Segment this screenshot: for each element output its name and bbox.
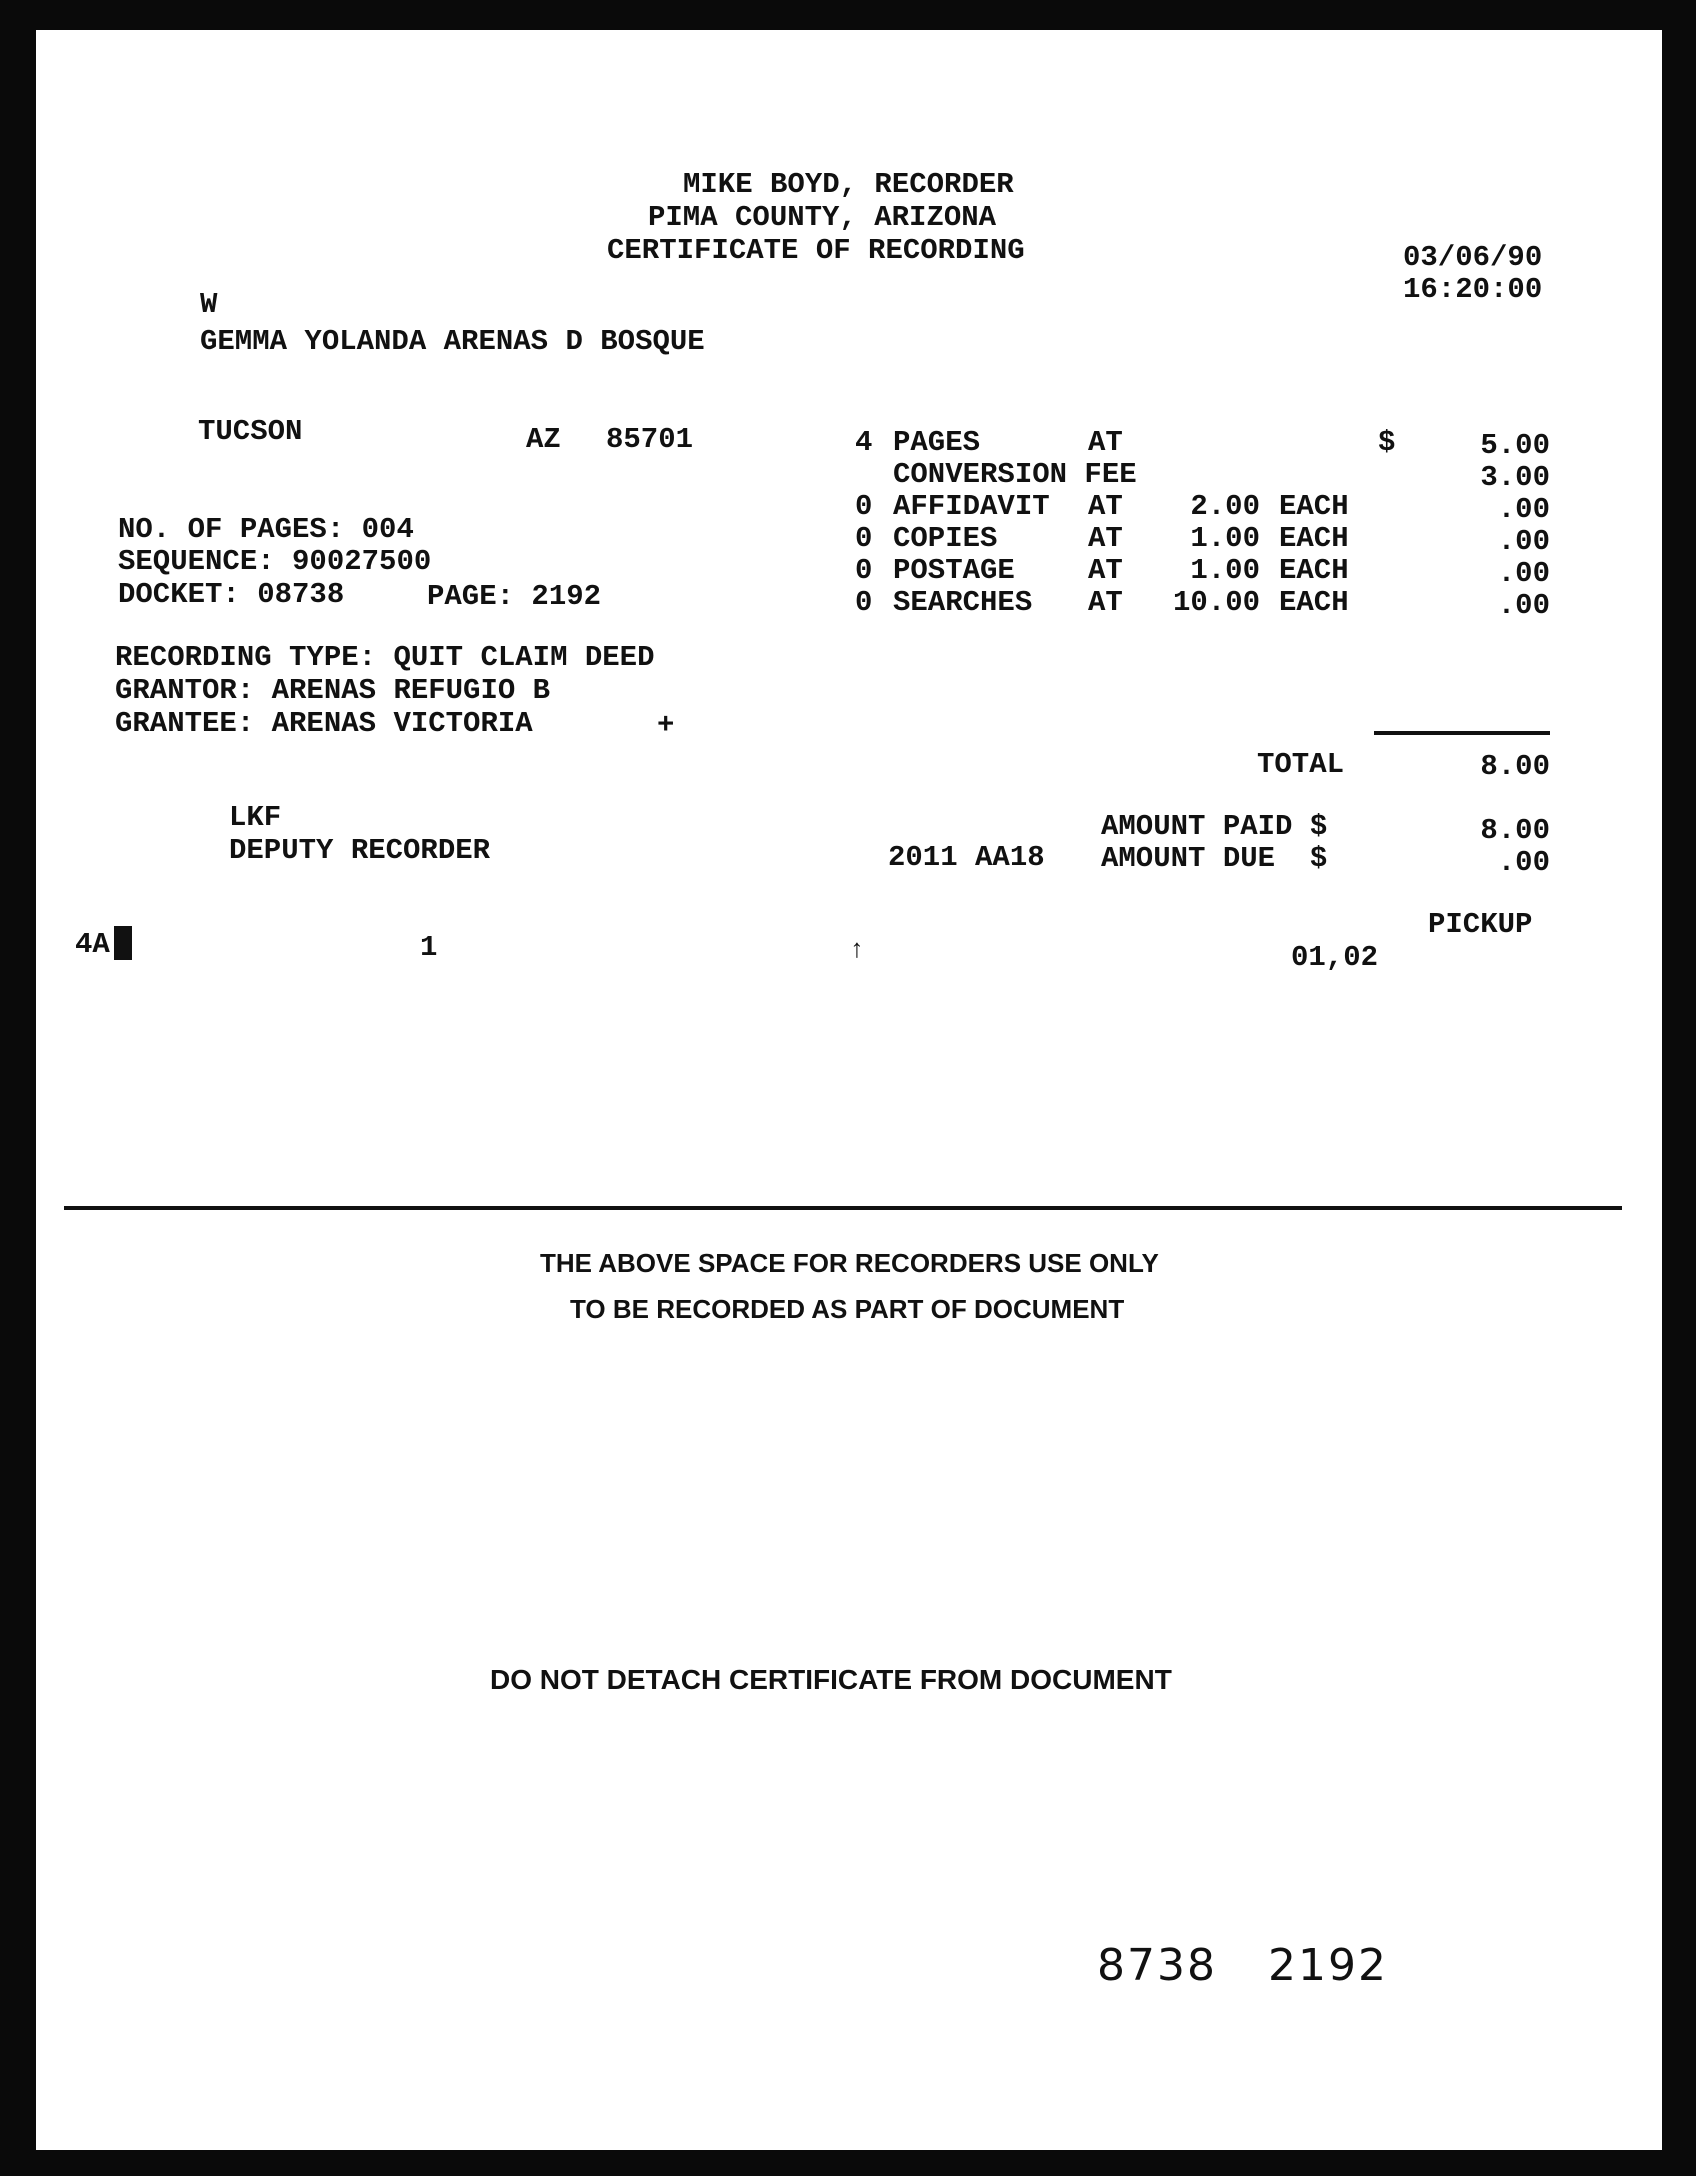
recorder-name: MIKE BOYD, RECORDER bbox=[683, 168, 1014, 201]
fee-amount: .00 bbox=[1497, 493, 1550, 526]
station-code: 4A bbox=[75, 928, 110, 961]
batch-number: 1 bbox=[420, 931, 438, 964]
deputy-initials: LKF bbox=[229, 801, 282, 834]
deputy-title: DEPUTY RECORDER bbox=[229, 834, 491, 867]
fee-rate: 2.00 bbox=[1190, 490, 1260, 523]
party-zip: 85701 bbox=[606, 423, 694, 456]
arrow-mark: ↑ bbox=[849, 935, 865, 965]
recording-date: 03/06/90 bbox=[1403, 241, 1543, 274]
fee-amount: .00 bbox=[1497, 557, 1550, 590]
amount-paid-label: AMOUNT PAID $ bbox=[1101, 810, 1328, 843]
fee-amount: 3.00 bbox=[1480, 461, 1550, 494]
total-rule bbox=[1374, 731, 1550, 735]
total-amount: 8.00 bbox=[1480, 750, 1550, 783]
recording-type: RECORDING TYPE: QUIT CLAIM DEED bbox=[115, 641, 655, 674]
amount-paid: 8.00 bbox=[1480, 814, 1550, 847]
fee-rate: 1.00 bbox=[1190, 522, 1260, 555]
party-code: W bbox=[200, 288, 218, 321]
fee-at: AT bbox=[1088, 554, 1123, 587]
recorder-use-notice: THE ABOVE SPACE FOR RECORDERS USE ONLY bbox=[540, 1248, 1159, 1278]
fee-item: SEARCHES bbox=[893, 586, 1033, 619]
pickup-code: 01,02 bbox=[1291, 941, 1379, 974]
record-part-notice: TO BE RECORDED AS PART OF DOCUMENT bbox=[570, 1294, 1125, 1324]
party-city: TUCSON bbox=[198, 415, 303, 448]
county-state: PIMA COUNTY, ARIZONA bbox=[648, 201, 997, 234]
fee-rate: 10.00 bbox=[1172, 586, 1260, 619]
docket-number: DOCKET: 08738 bbox=[118, 578, 345, 611]
number-of-pages: NO. OF PAGES: 004 bbox=[118, 513, 414, 546]
fee-item: CONVERSION FEE bbox=[893, 458, 1137, 491]
fee-qty: 0 bbox=[855, 490, 873, 523]
fee-item: PAGES bbox=[893, 426, 981, 459]
fee-at: AT bbox=[1088, 426, 1123, 459]
fee-item: POSTAGE bbox=[893, 554, 1015, 587]
fee-dollar: $ bbox=[1378, 426, 1396, 459]
cursor-block bbox=[114, 926, 132, 960]
page-number: PAGE: 2192 bbox=[427, 580, 602, 613]
fee-at: AT bbox=[1088, 522, 1123, 555]
fee-qty: 0 bbox=[855, 554, 873, 587]
fee-item: AFFIDAVIT bbox=[893, 490, 1050, 523]
fee-each: EACH bbox=[1279, 490, 1349, 523]
stamp-page: 2192 bbox=[1268, 1940, 1388, 1991]
fee-qty: 0 bbox=[855, 586, 873, 619]
fee-qty: 4 bbox=[855, 426, 873, 459]
total-label: TOTAL bbox=[1257, 748, 1345, 781]
fee-amount: .00 bbox=[1497, 589, 1550, 622]
stamp-docket: 8738 bbox=[1097, 1940, 1217, 1991]
fee-item: COPIES bbox=[893, 522, 998, 555]
fee-each: EACH bbox=[1279, 522, 1349, 555]
fee-at: AT bbox=[1088, 586, 1123, 619]
grantee: GRANTEE: ARENAS VICTORIA bbox=[115, 707, 533, 740]
grantee-mark: + bbox=[657, 709, 675, 742]
pickup-label: PICKUP bbox=[1428, 908, 1533, 941]
divider-rule bbox=[64, 1206, 1622, 1210]
sequence-number: SEQUENCE: 90027500 bbox=[118, 545, 432, 578]
party-name: GEMMA YOLANDA ARENAS D BOSQUE bbox=[200, 325, 705, 358]
fee-each: EACH bbox=[1279, 586, 1349, 619]
fee-amount: .00 bbox=[1497, 525, 1550, 558]
register-code: 2011 AA18 bbox=[888, 841, 1045, 874]
certificate-title: CERTIFICATE OF RECORDING bbox=[607, 234, 1025, 267]
party-state: AZ bbox=[526, 423, 561, 456]
detach-notice: DO NOT DETACH CERTIFICATE FROM DOCUMENT bbox=[490, 1664, 1172, 1695]
fee-each: EACH bbox=[1279, 554, 1349, 587]
grantor: GRANTOR: ARENAS REFUGIO B bbox=[115, 674, 551, 707]
recording-time: 16:20:00 bbox=[1403, 273, 1543, 306]
fee-qty: 0 bbox=[855, 522, 873, 555]
fee-amount: 5.00 bbox=[1480, 429, 1550, 462]
amount-due-label: AMOUNT DUE $ bbox=[1101, 842, 1328, 875]
fee-rate: 1.00 bbox=[1190, 554, 1260, 587]
amount-due: .00 bbox=[1497, 846, 1550, 879]
fee-at: AT bbox=[1088, 490, 1123, 523]
